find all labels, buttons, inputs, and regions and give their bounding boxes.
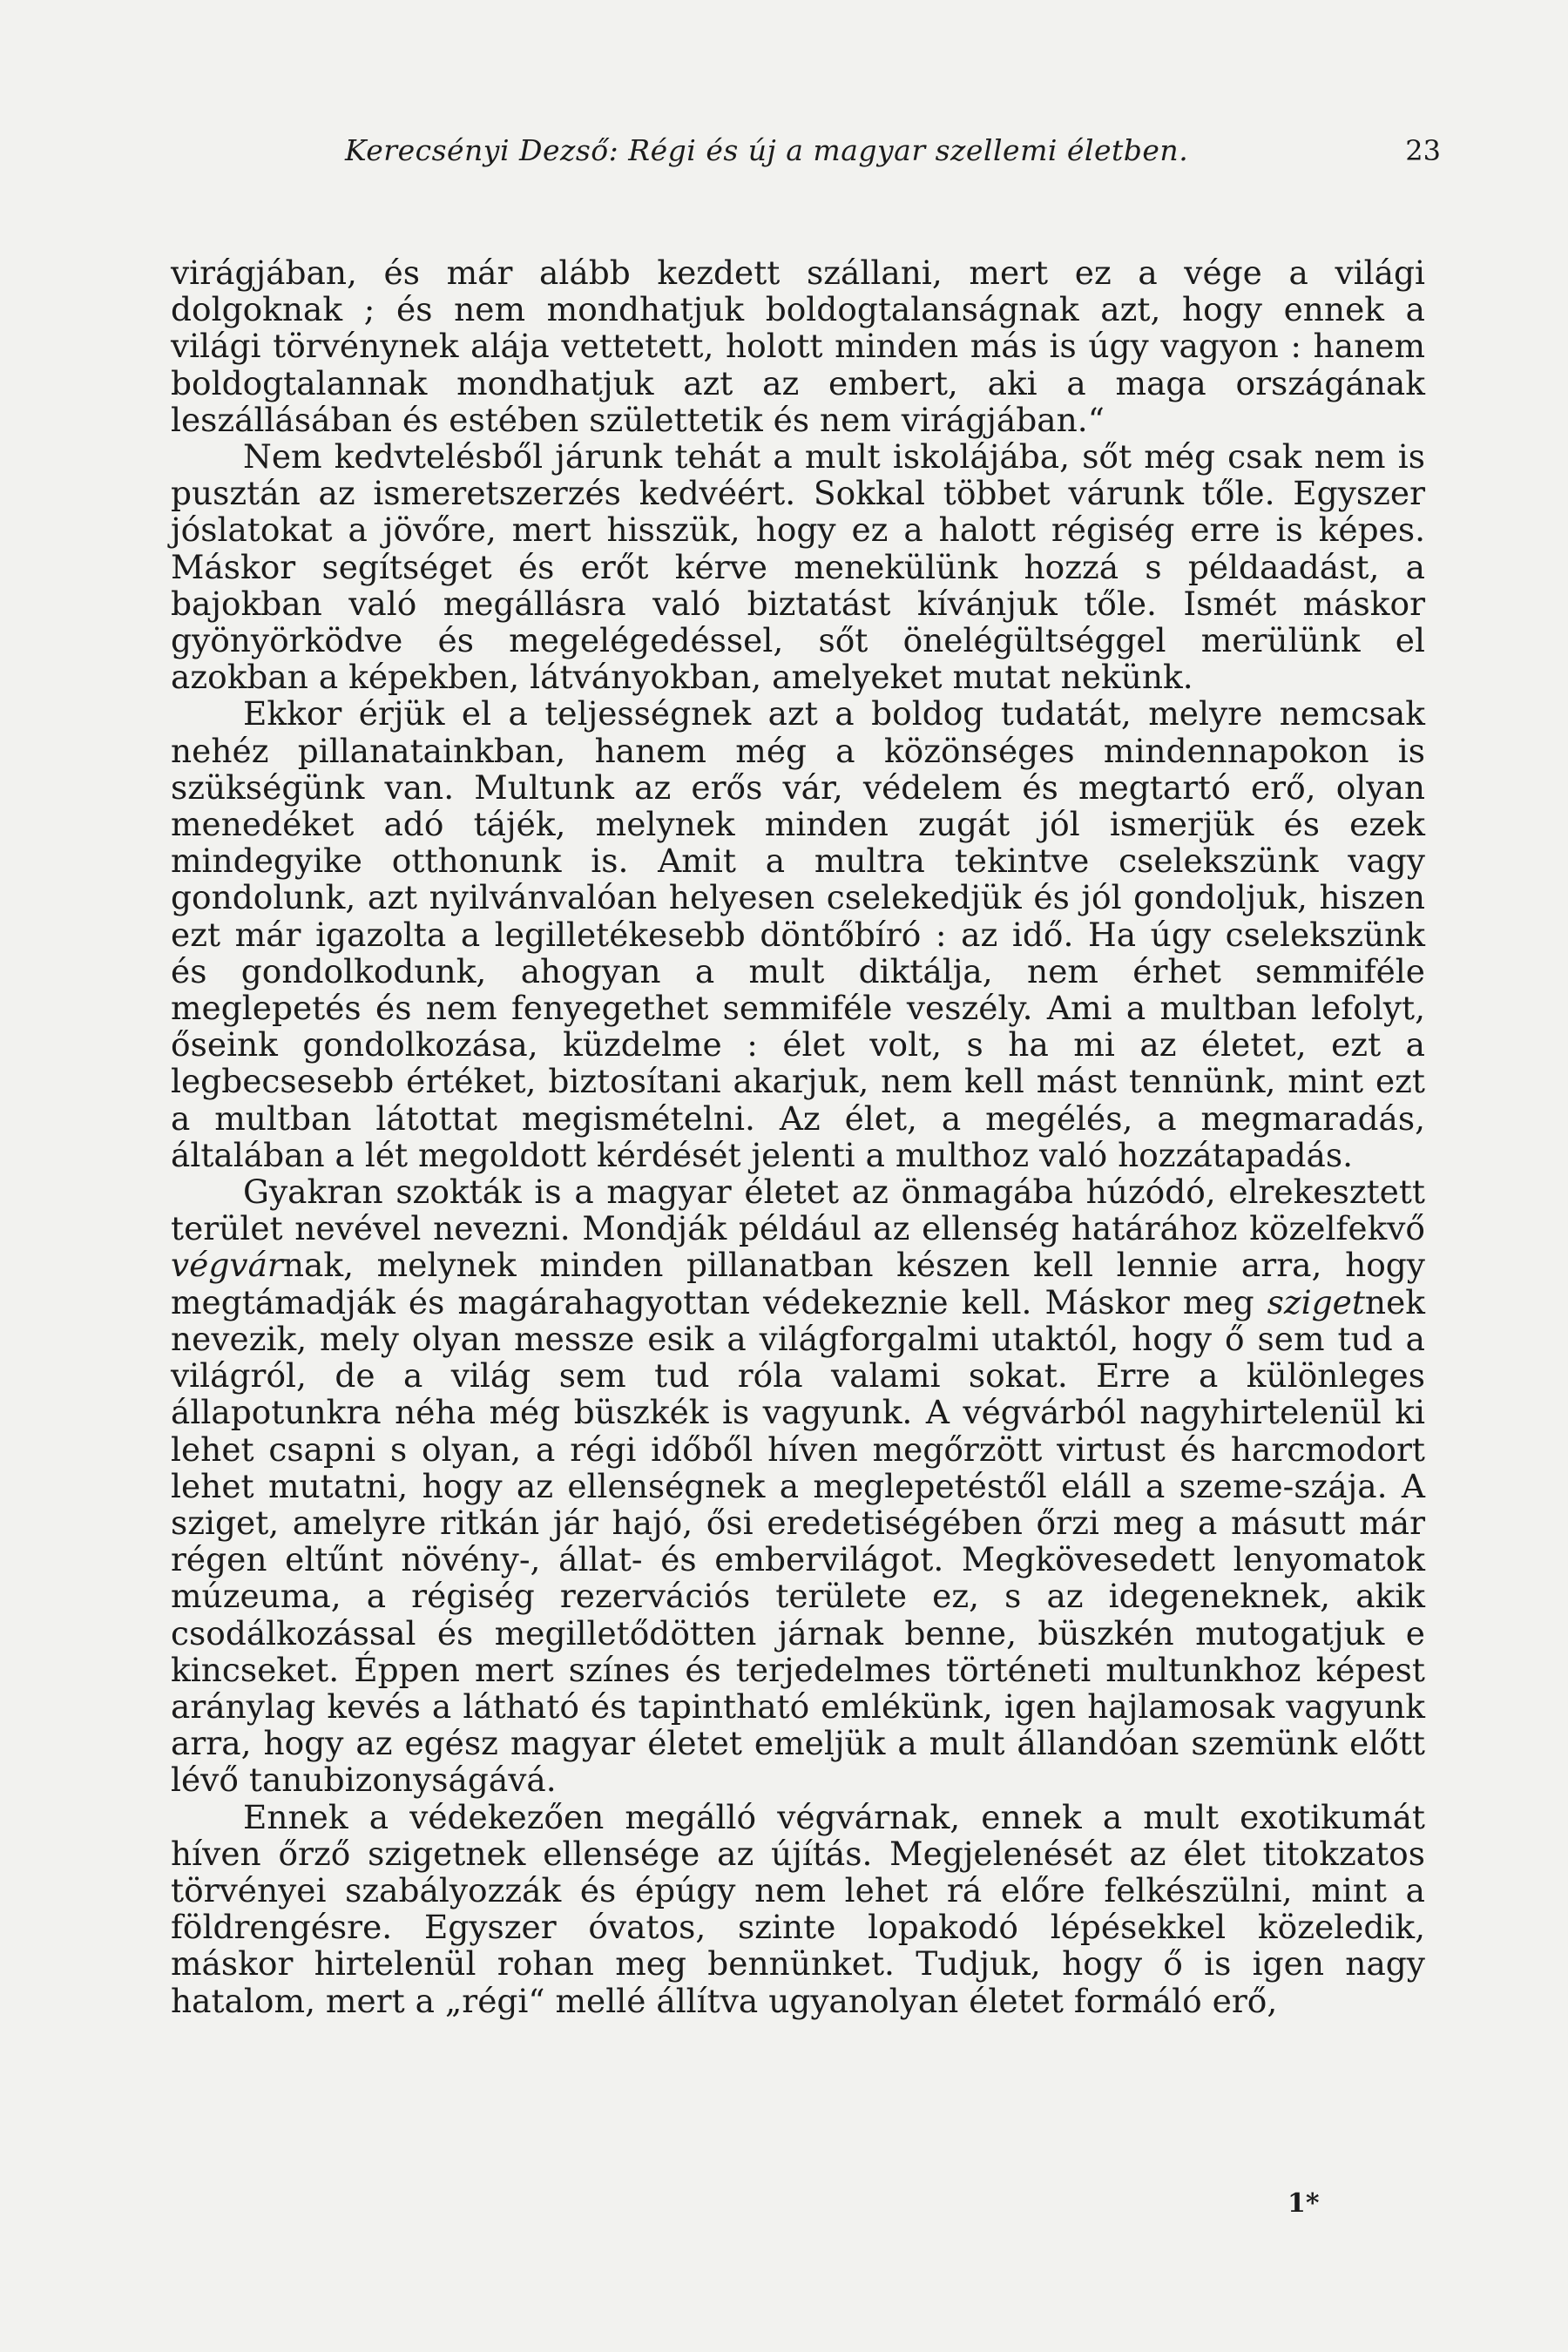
paragraph: Ekkor érjük el a teljességnek azt a boldog tudatát, melyre nemcsak nehéz pillanatainkban, hanem még a közönséges mindennapokon is szükségünk van. Multunk az erős vár, védelem és megtartó erő, olyan menedéket adó tájék, melynek minden zugát jól ismerjük és ezek mindegyike otthonunk is. Amit a multra tekintve cselekszünk vagy gondolunk, azt nyilvánvalóan helyesen cselekedjük és jól gondoljuk, hiszen ezt már igazolta a legilletékesebb döntőbíró : az idő. Ha úgy cselekszünk és gondolkodunk, ahogyan a mult diktálja, nem érhet semmiféle meglepetés és nem fenyegethet semmiféle veszély. Ami a multban lefolyt, őseink gondolkozása, küzdelme : élet volt, s ha mi az életet, ezt a legbecsesebb értéket, biztosítani akarjuk, nem kell mást tennünk, mint ezt a multban látottat megismételni. Az élet, a megélés, a megmaradás, általában a lét megoldott kérdését jelenti a multhoz való hozzátapadás.: [171, 694, 1425, 1174]
italic-term-vegvar: végvár: [171, 1246, 283, 1285]
signature-mark: 1*: [1288, 2188, 1320, 2219]
body-text: [171, 254, 1425, 2019]
italic-term-sziget: sziget: [1267, 1282, 1365, 1321]
running-title: Kerecsényi Dezső: Régi és új a magyar szellemi életben.: [345, 133, 1189, 167]
page-number: 23: [1405, 134, 1441, 167]
paragraph: Nem kedvtelésből járunk tehát a mult iskolájába, sőt még csak nem is pusztán az ismeretszerzés kedvéért. Sokkal többet várunk tőle. Egyszer jóslatokat a jövőre, mert hisszük, hogy ez a halott régiség erre is képes. Máskor segítséget és erőt kérve menekülünk hozzá s példaadást, a bajokban való megállásra való biztatást kívánjuk tőle. Ismét máskor gyönyörködve és megelégedéssel, sőt önelégültséggel merülünk el azokban a képekben, látványokban, amelyeket mutat nekünk.: [171, 437, 1425, 697]
paragraph: virágjában, és már alább kezdett szállani, mert ez a vége a világi dolgoknak ; és nem mondhatjuk boldogtalanságnak azt, hogy ennek a világi törvénynek alája vettetett, holott minden más is úgy vagyon : hanem boldogtalannak mondhatjuk azt az embert, aki a maga országának leszállásában és estében születtetik és nem virágjában.“: [171, 253, 1425, 439]
page-header: [345, 129, 1441, 172]
paragraph: Ennek a védekezően megálló végvárnak, ennek a mult exotikumát híven őrző szigetnek ellensége az újítás. Megjelenését az élet titokzatos törvényei szabályozzák és épúgy nem lehet rá előre felkészülni, mint a földrengésre. Egyszer óvatos, szinte lopakodó lépésekkel közeledik, máskor hirtelenül rohan meg bennünket. Tudjuk, hogy ő is igen nagy hatalom, mert a „régi“ mellé állítva ugyanolyan életet formáló erő,: [171, 1797, 1425, 2020]
text-run: Gyakran szokták is a magyar életet az önmagába húzódó, elrekesztett terület nevével nevezni. Mondják például az ellenség határához közelfekvő: [171, 1173, 1425, 1248]
paragraph: [171, 1173, 1425, 1798]
text-run: nek nevezik, mely olyan messze esik a világforgalmi utaktól, hogy ő sem tud a világról, de a világ sem tud róla valami sokat. Erre a különleges állapotunkra néha még büszkék is vagyunk. A végvárból nagyhirtelenül ki lehet csapni s olyan, a régi időből híven megőrzött virtust és harcmodort lehet mutatni, hogy az ellenségnek a meglepetéstől eláll a szeme-szája. A sziget, amelyre ritkán jár hajó, ősi eredetiségében őrzi meg a másutt már régen eltűnt növény-, állat- és embervilágot. Megkövesedett lenyomatok múzeuma, a régiség rezervációs területe ez, s az idegeneknek, akik csodálkozással és megilletődötten járnak benne, büszkén mutogatjuk e kincseket. Éppen mert színes és terjedelmes történeti multunkhoz képest aránylag kevés a látható és tapintható emlékünk, igen hajlamosak vagyunk arra, hogy az egész magyar életet emeljük a mult állandóan szemünk előtt lévő tanubizonyságává.: [171, 1282, 1425, 1800]
text-run: nak, melynek minden pillanatban készen kell lennie arra, hogy megtámadják és magárahagyottan védekeznie kell. Máskor meg: [171, 1246, 1425, 1321]
